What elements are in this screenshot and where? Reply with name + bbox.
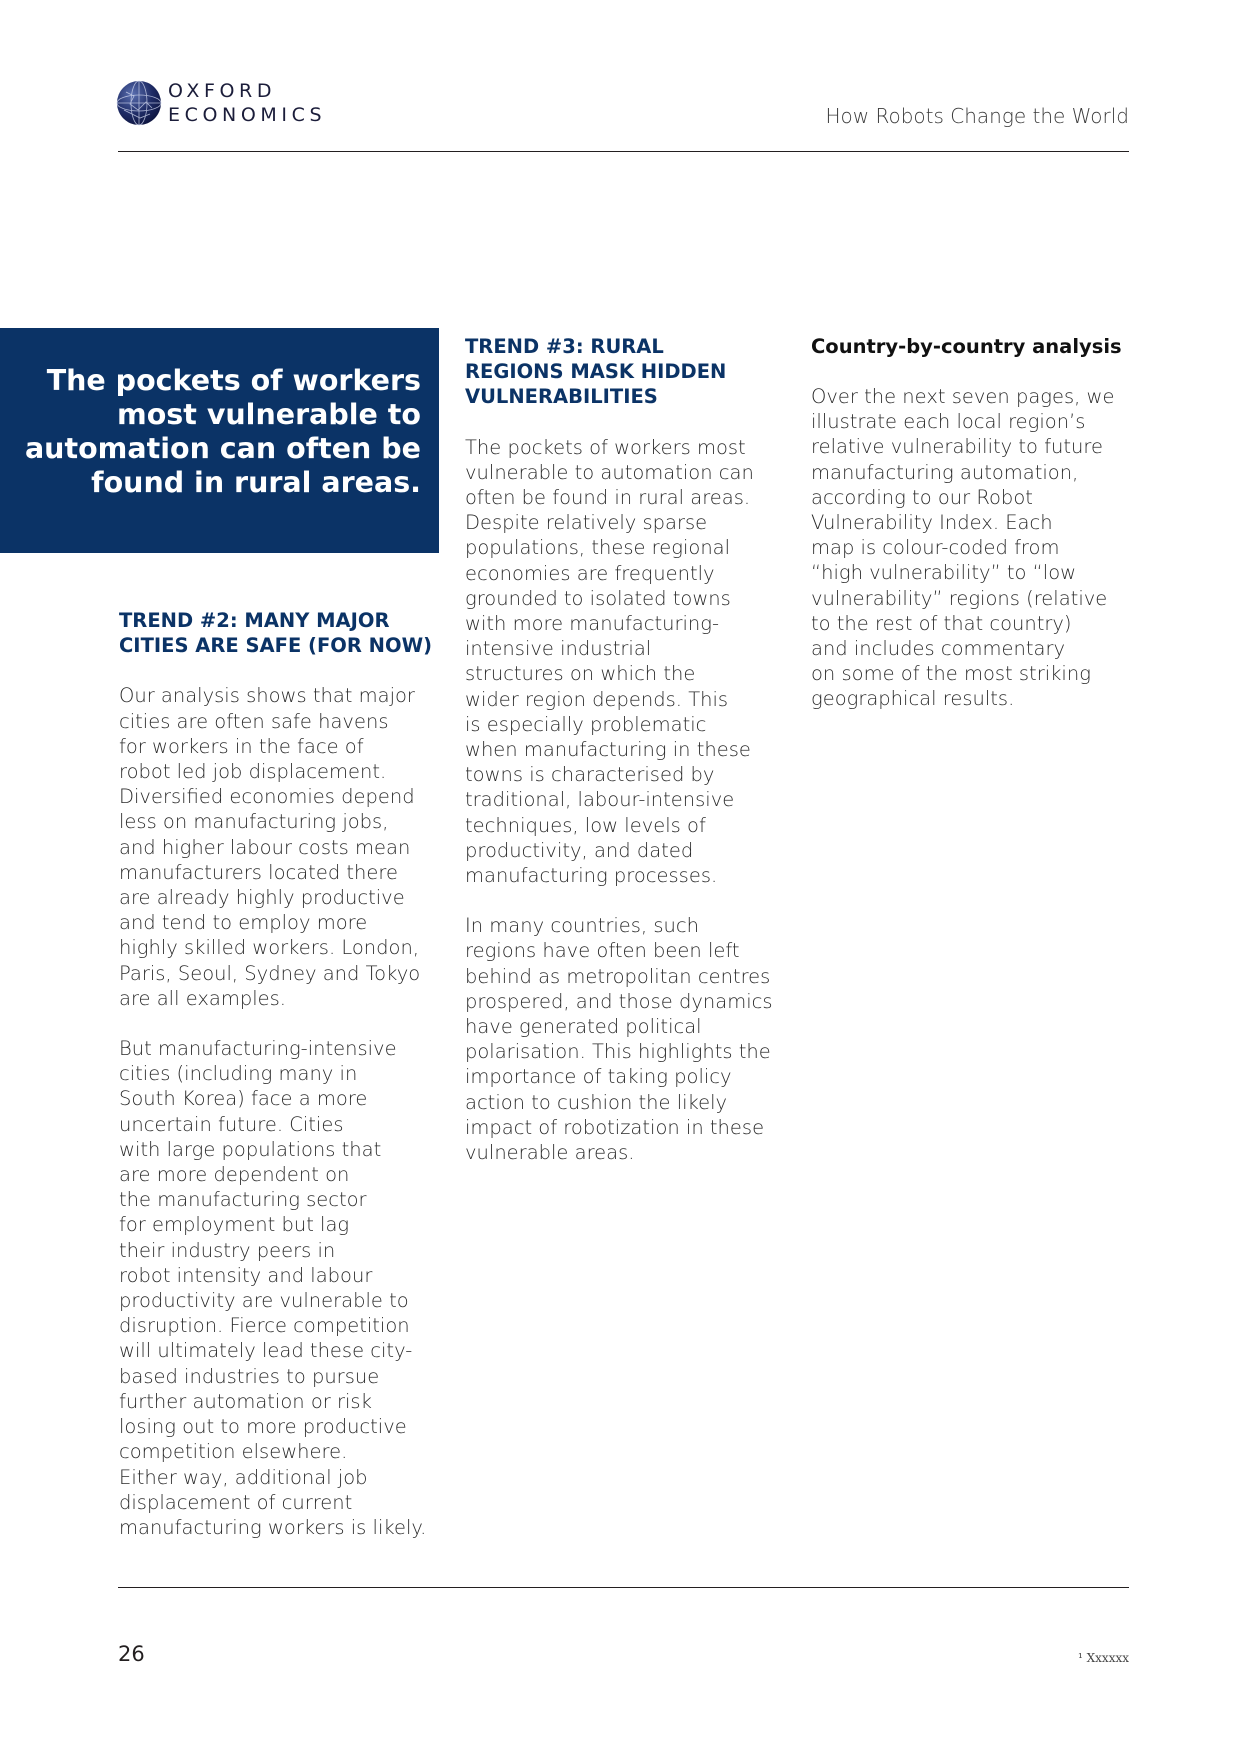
footer-divider	[118, 1587, 1129, 1588]
country-analysis-heading: Country-by-country analysis	[811, 335, 1122, 358]
trend-2-paragraph-2: But manufacturing-intensive cities (including many in South Korea) face a more uncertain future. Cities with large populations that are more dependent on the manufacturing sector for employment but lag their industry peers in robot intensity and labour productivity are vulnerable to disruption. Fierce competition will ultimately lead these city- based industries to pursue further automation or risk losing out to more productive competition elsewhere. Either way, additional job displacement of current manufacturing workers is likely.	[119, 1037, 427, 1539]
globe-icon	[116, 80, 162, 126]
column-trend-3	[465, 334, 785, 1190]
country-analysis-paragraph: Over the next seven pages, we illustrate each local region’s relative vulnerability to future manufacturing automation, according to our Robot Vulnerability Index. Each map is colour-coded from “high vulnerability” to “low vulnerability” regions (relative to the rest of that country) and includes commentary on some of the most striking geographical results.	[811, 385, 1115, 711]
footnote: ¹ Xxxxxx	[1077, 1651, 1129, 1665]
trend-2-heading: TREND #2: MANY MAJOR CITIES ARE SAFE (FOR NOW)	[119, 609, 432, 658]
column-trend-2	[119, 608, 439, 1565]
column-country-analysis	[811, 334, 1131, 737]
header-divider	[118, 151, 1129, 152]
trend-2-paragraph-1: Our analysis shows that major cities are often safe havens for workers in the face of robot led job displacement. Diversified economies depend less on manufacturing jobs, and higher labour costs mean manufacturers located there are already highly productive and tend to employ more highly skilled workers. London, Paris, Seoul, Sydney and Tokyo are all examples.	[119, 684, 421, 1010]
trend-3-paragraph-1: The pockets of workers most vulnerable to automation can often be found in rural areas. Despite relatively sparse populations, these regional economies are frequently grounded to isolated towns with more manufacturing- intensive industrial structures on which the wider region depends. This is especially problematic when manufacturing in these towns is characterised by traditional, labour-intensive techniques, low levels of productivity, and dated manufacturing processes.	[465, 435, 754, 888]
oxford-economics-logo	[116, 78, 327, 130]
logo-line-2: ECONOMICS	[168, 104, 327, 126]
pull-quote-text: The pockets of workers most vulnerable to automation can often be found in rural areas.	[24, 364, 421, 499]
logo-line-1: OXFORD	[168, 80, 277, 102]
trend-3-paragraph-2: In many countries, such regions have often been left behind as metropolitan centres prospered, and those dynamics have generated political polarisation. This highlights the importance of taking policy action to cushion the likely impact of robotization in these vulnerable areas.	[465, 914, 773, 1165]
page-number: 26	[118, 1642, 145, 1666]
running-title: How Robots Change the World	[825, 104, 1129, 128]
logo-wordmark	[168, 79, 326, 127]
trend-3-heading: TREND #3: RURAL REGIONS MASK HIDDEN VULNERABILITIES	[465, 335, 727, 409]
pull-quote-box	[0, 328, 439, 553]
